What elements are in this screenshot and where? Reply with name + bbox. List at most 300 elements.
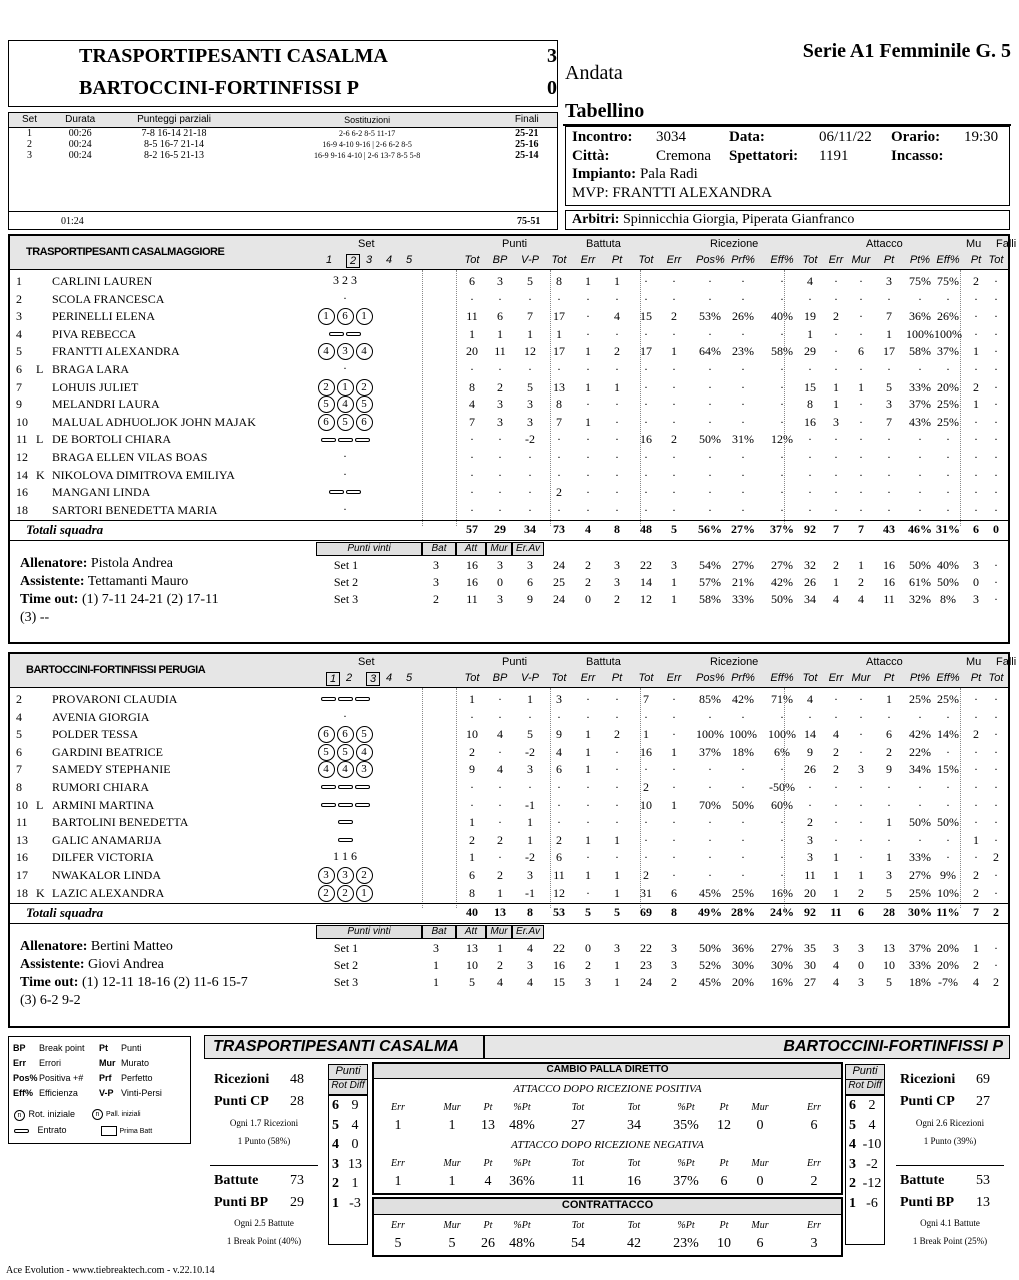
- assistant: Assistente: Giovi Andrea: [20, 957, 164, 973]
- stat-cell: 2: [973, 868, 979, 882]
- stat-cell: ·: [644, 815, 648, 830]
- stat-cell: 3: [886, 397, 892, 412]
- setstat-cell: 42%: [771, 575, 793, 590]
- stat-cell: ·: [887, 291, 891, 306]
- stat-cell: ·: [741, 868, 745, 882]
- stat-cell: ·: [528, 485, 532, 500]
- stat-cell: 8: [469, 885, 475, 900]
- setstat-cell: 0: [585, 941, 591, 956]
- stat-cell: 14: [804, 727, 816, 742]
- mvp: MVP: FRANTTI ALEXANDRA: [572, 185, 773, 201]
- stat-cell: 11: [553, 868, 565, 882]
- stat-cell: 1: [497, 885, 503, 900]
- stat-cell: ·: [644, 502, 648, 517]
- stat-cell: ·: [586, 309, 590, 324]
- total-cell: 7: [833, 522, 839, 537]
- stat-cell: 13: [553, 379, 565, 394]
- stat-cell: 1: [614, 832, 620, 847]
- stat-cell: ·: [974, 709, 978, 724]
- center-value: 10: [717, 1236, 731, 1251]
- stat-cell: ·: [708, 709, 712, 724]
- stat-cell: ·: [780, 450, 784, 464]
- setstat-cell: 4: [833, 592, 839, 607]
- player-name: DE BORTOLI CHIARA: [52, 432, 172, 447]
- stat-cell: 20%: [937, 379, 959, 394]
- stat-cell: ·: [498, 744, 502, 759]
- setstat-cell: 5: [886, 975, 892, 990]
- setstat-cell: 3: [858, 941, 864, 956]
- stat-cell: 22%: [909, 744, 931, 759]
- coach: Allenatore: Bertini Matteo: [20, 939, 173, 955]
- stat-cell: 2: [973, 274, 979, 288]
- stat-cell: ·: [808, 467, 812, 482]
- stat-cell: ·: [741, 850, 745, 865]
- setstat-cell: 3: [433, 941, 439, 956]
- stat-cell: ·: [672, 397, 676, 412]
- stat-cell: ·: [918, 432, 922, 447]
- stat-cell: 100%: [768, 727, 796, 742]
- stat-cell: ·: [615, 485, 619, 500]
- stat-cell: ·: [974, 326, 978, 341]
- stat-cell: ·: [586, 467, 590, 482]
- stat-cell: ·: [994, 414, 998, 429]
- stat-cell: ·: [741, 414, 745, 429]
- stat-cell: ·: [887, 502, 891, 517]
- setstat-cell: 24: [640, 975, 652, 990]
- stat-cell: 20: [804, 885, 816, 900]
- setstat-cell: 1: [614, 975, 620, 990]
- stat-cell: ·: [859, 692, 863, 706]
- group-mu: Mu: [966, 238, 982, 250]
- stat-cell: 27%: [909, 868, 931, 882]
- player-number: 16: [16, 485, 28, 500]
- col-header: Pt: [611, 254, 623, 266]
- stat-cell: ·: [741, 397, 745, 412]
- stat-cell: 1: [858, 379, 864, 394]
- stat-cell: 2: [469, 832, 475, 847]
- stat-cell: ·: [974, 744, 978, 759]
- stat-cell: ·: [672, 485, 676, 500]
- ogni-ricezioni: Ogni 1.7 Ricezioni: [229, 1118, 299, 1128]
- player-number: 12: [16, 450, 28, 464]
- col-header: Tot: [551, 672, 567, 684]
- player-role: L: [36, 432, 44, 447]
- player-set-marks: [310, 744, 380, 761]
- stat-cell: 1: [886, 815, 892, 830]
- stat-cell: ·: [994, 450, 998, 464]
- setstat-cell: 20%: [937, 958, 959, 973]
- setstat-cell: ·: [994, 558, 998, 573]
- total-cell: 27%: [731, 522, 755, 537]
- stat-cell: ·: [557, 450, 561, 464]
- stat-cell: ·: [994, 762, 998, 777]
- stat-cell: 4: [614, 309, 620, 324]
- stat-cell: ·: [470, 291, 474, 306]
- stat-cell: ·: [834, 709, 838, 724]
- col-header: Tot: [551, 254, 567, 266]
- stat-cell: ·: [586, 780, 590, 794]
- stat-cell: ·: [557, 362, 561, 376]
- stat-cell: 11: [494, 344, 506, 359]
- setstat-cell: 25: [553, 575, 565, 590]
- stat-cell: 17: [553, 309, 565, 324]
- stat-cell: 1: [833, 379, 839, 394]
- rot-diff: -10: [862, 1137, 882, 1152]
- total-cell: 5: [585, 905, 591, 920]
- stat-cell: 1: [585, 868, 591, 882]
- center-value: 26: [481, 1236, 495, 1251]
- stat-cell: 17: [640, 344, 652, 359]
- entered-mark: [321, 803, 336, 807]
- setstat-cell: 1: [833, 575, 839, 590]
- stat-cell: ·: [672, 780, 676, 794]
- center-col-header: Tot: [627, 1158, 641, 1169]
- rotation-circle: 2: [318, 885, 335, 902]
- col-header: Tot: [988, 672, 1004, 684]
- setstat-cell: 16: [883, 558, 895, 573]
- punti-bp-label: Punti BP: [900, 1195, 955, 1210]
- setstat-cell: Set 3: [333, 592, 359, 607]
- col-header: Tot: [802, 254, 818, 266]
- total-cell: 5: [671, 522, 677, 537]
- player-role: L: [36, 797, 44, 812]
- setstat-cell: 20%: [732, 975, 754, 990]
- stat-cell: ·: [946, 450, 950, 464]
- setstats-header: Punti vinti: [316, 925, 422, 939]
- stat-cell: ·: [470, 709, 474, 724]
- stat-cell: ·: [672, 727, 676, 742]
- stat-cell: ·: [994, 832, 998, 847]
- stat-cell: ·: [974, 450, 978, 464]
- stat-cell: ·: [672, 868, 676, 882]
- setstat-cell: 22: [640, 941, 652, 956]
- stat-cell: ·: [586, 797, 590, 812]
- stat-cell: ·: [859, 832, 863, 847]
- stat-cell: ·: [887, 467, 891, 482]
- stat-cell: ·: [946, 485, 950, 500]
- stat-cell: 1: [527, 326, 533, 341]
- stat-cell: ·: [780, 850, 784, 865]
- set-col-3: 3: [366, 254, 373, 266]
- center-value: 0: [756, 1174, 764, 1189]
- stat-cell: 6: [671, 885, 677, 900]
- center-value: 1: [448, 1174, 456, 1189]
- setstats-header: Bat: [422, 542, 456, 556]
- stat-cell: ·: [994, 397, 998, 412]
- rotation-circle: 6: [318, 414, 335, 431]
- stat-cell: ·: [808, 780, 812, 794]
- center-col-header: Tot: [627, 1102, 641, 1113]
- total-cell: 29: [494, 522, 506, 537]
- center-value: 48%: [509, 1236, 535, 1251]
- rotation-circle: 6: [356, 414, 373, 431]
- rot-header-punti: Punti: [845, 1064, 885, 1080]
- stat-cell: ·: [946, 780, 950, 794]
- entered-mark: [338, 438, 353, 442]
- stat-cell: 7: [643, 692, 649, 706]
- setstat-cell: 20%: [937, 941, 959, 956]
- stat-cell: 10%: [937, 885, 959, 900]
- total-cell: 57: [466, 522, 478, 537]
- total-cell: 6: [858, 905, 864, 920]
- stat-cell: ·: [557, 502, 561, 517]
- stat-cell: -2: [525, 744, 535, 759]
- stat-cell: ·: [708, 362, 712, 376]
- stat-cell: ·: [708, 762, 712, 777]
- stat-cell: ·: [741, 274, 745, 288]
- setstat-cell: 0: [858, 958, 864, 973]
- punto-ricezioni: 1 Punto (39%): [923, 1136, 977, 1146]
- setstat-cell: 40%: [937, 558, 959, 573]
- stat-cell: 1: [614, 274, 620, 288]
- setstat-cell: 27%: [771, 941, 793, 956]
- rot-diff: 9: [351, 1098, 359, 1113]
- rot-number: 6: [849, 1098, 856, 1113]
- setstat-cell: 9: [527, 592, 533, 607]
- stat-cell: 17: [883, 344, 895, 359]
- coach: Allenatore: Pistola Andrea: [20, 556, 173, 572]
- rotation-circle: 3: [337, 867, 354, 884]
- center-col-header: %Pt: [513, 1102, 531, 1113]
- stat-cell: ·: [470, 780, 474, 794]
- stat-cell: ·: [974, 502, 978, 517]
- stat-cell: ·: [615, 397, 619, 412]
- stat-cell: 1: [585, 344, 591, 359]
- punti-cp-label: Punti CP: [900, 1094, 955, 1109]
- setstat-cell: 52%: [699, 958, 721, 973]
- referees: Arbitri: Spinnicchia Giorgia, Piperata Gianfranco: [565, 210, 1010, 230]
- setstat-cell: 27%: [732, 558, 754, 573]
- team-name: TRASPORTIPESANTI CASALMAGGIORE: [26, 246, 225, 258]
- stat-cell: 5: [886, 885, 892, 900]
- stat-cell: ·: [741, 291, 745, 306]
- group-punti: Punti: [502, 238, 528, 250]
- player-number: 10: [16, 797, 28, 812]
- legend-desc: Efficienza: [39, 1088, 78, 1098]
- setstat-cell: 35: [804, 941, 816, 956]
- stat-cell: ·: [834, 485, 838, 500]
- col-header: Pt: [970, 254, 982, 266]
- setstat-cell: Set 1: [333, 558, 359, 573]
- center-value: 13: [481, 1118, 495, 1133]
- rotation-circle: 6: [318, 726, 335, 743]
- player-name: FRANTTI ALEXANDRA: [52, 344, 180, 359]
- neg-title: ATTACCO DOPO RICEZIONE NEGATIVA: [511, 1139, 704, 1151]
- stat-cell: 5: [527, 274, 533, 288]
- stat-cell: 2: [973, 727, 979, 742]
- center-col-header: %Pt: [513, 1158, 531, 1169]
- stat-cell: ·: [708, 274, 712, 288]
- stat-cell: ·: [672, 326, 676, 341]
- setstat-cell: 33%: [732, 592, 754, 607]
- col-header: Pt: [970, 672, 982, 684]
- center-col-header: Pt: [483, 1220, 493, 1231]
- stat-cell: ·: [708, 832, 712, 847]
- setstat-cell: 8%: [940, 592, 956, 607]
- setstat-cell: 3: [585, 975, 591, 990]
- setstat-cell: 27: [804, 975, 816, 990]
- set-col-5: 5: [406, 254, 413, 266]
- col-header: Eff%: [770, 254, 794, 266]
- rotation-circle: 5: [337, 414, 354, 431]
- total-cell: 7: [858, 522, 864, 537]
- stat-cell: 2: [671, 309, 677, 324]
- legend-desc: Perfetto: [121, 1073, 153, 1083]
- stat-cell: 14%: [937, 727, 959, 742]
- center-col-header: Err: [391, 1158, 405, 1169]
- punti-bp-value: 29: [290, 1195, 304, 1210]
- stat-cell: ·: [741, 379, 745, 394]
- player-set-marks: [310, 308, 380, 325]
- stat-cell: ·: [741, 485, 745, 500]
- stat-cell: 3: [527, 414, 533, 429]
- center-value: 11: [571, 1174, 585, 1189]
- stat-cell: 29: [804, 344, 816, 359]
- contrattacco-title: CONTRATTACCO: [374, 1199, 841, 1215]
- legend-desc: Punti: [121, 1043, 142, 1053]
- stat-cell: 1: [469, 815, 475, 830]
- stat-cell: 1: [886, 692, 892, 706]
- stat-cell: 6: [556, 762, 562, 777]
- rot-header-diff: Rot Diff: [845, 1079, 885, 1095]
- stat-cell: 1: [973, 832, 979, 847]
- stat-cell: ·: [974, 467, 978, 482]
- stat-cell: 60%: [771, 797, 793, 812]
- player-set-marks: [310, 797, 380, 812]
- stat-cell: ·: [557, 780, 561, 794]
- player-number: 14: [16, 467, 28, 482]
- stat-cell: 3: [833, 414, 839, 429]
- ogni-battute: Ogni 2.5 Battute: [234, 1218, 294, 1228]
- legend-abbr: V-P: [99, 1088, 114, 1098]
- stat-cell: ·: [808, 450, 812, 464]
- ricezioni-label: Ricezioni: [214, 1072, 270, 1087]
- setstat-cell: 12: [640, 592, 652, 607]
- stat-cell: ·: [708, 467, 712, 482]
- setstat-cell: 0: [497, 575, 503, 590]
- stat-cell: ·: [887, 780, 891, 794]
- player-number: 6: [16, 744, 22, 759]
- setstat-cell: ·: [994, 941, 998, 956]
- stat-cell: 7: [886, 309, 892, 324]
- setstat-cell: Set 2: [333, 575, 359, 590]
- stat-cell: ·: [974, 432, 978, 447]
- stat-cell: ·: [741, 326, 745, 341]
- stat-cell: 31: [640, 885, 652, 900]
- setstat-cell: 4: [833, 975, 839, 990]
- setstat-cell: 3: [497, 558, 503, 573]
- total-cell: 28: [883, 905, 895, 920]
- rotation-circle: 6: [337, 726, 354, 743]
- stat-cell: ·: [644, 326, 648, 341]
- stat-cell: ·: [994, 692, 998, 706]
- stat-cell: ·: [586, 815, 590, 830]
- stat-cell: 1: [614, 885, 620, 900]
- stat-cell: 2: [858, 885, 864, 900]
- stat-cell: ·: [808, 502, 812, 517]
- stat-cell: 75%: [909, 274, 931, 288]
- setstat-cell: 61%: [909, 575, 931, 590]
- stat-cell: ·: [946, 362, 950, 376]
- legend-abbr: Prf: [99, 1073, 112, 1083]
- stat-cell: ·: [586, 450, 590, 464]
- col-header: Pos%: [696, 672, 725, 684]
- stat-cell: ·: [586, 885, 590, 900]
- setstat-cell: 50%: [771, 592, 793, 607]
- stat-cell: ·: [780, 291, 784, 306]
- set-col-4: 4: [386, 672, 393, 684]
- stat-cell: 36%: [909, 309, 931, 324]
- col-header: Tot: [802, 672, 818, 684]
- tabellino-label: Tabellino: [565, 100, 645, 122]
- stat-cell: 1: [886, 850, 892, 865]
- stat-cell: ·: [672, 692, 676, 706]
- player-name: SCOLA FRANCESCA: [52, 291, 165, 306]
- player-set-marks: [310, 484, 380, 499]
- stat-cell: ·: [918, 291, 922, 306]
- stat-cell: ·: [780, 362, 784, 376]
- stat-cell: ·: [918, 832, 922, 847]
- player-set-marks: [310, 779, 380, 794]
- player-set-marks: [310, 814, 380, 829]
- stat-cell: ·: [808, 709, 812, 724]
- setstat-cell: 3: [433, 575, 439, 590]
- set-col-5: 5: [406, 672, 413, 684]
- total-cell: 8: [527, 905, 533, 920]
- total-cell: 28%: [731, 905, 755, 920]
- setstat-cell: 26: [804, 575, 816, 590]
- stat-cell: ·: [946, 797, 950, 812]
- entered-mark: [338, 697, 353, 701]
- stat-cell: 1: [527, 832, 533, 847]
- stat-cell: ·: [615, 502, 619, 517]
- setstat-cell: 2: [585, 558, 591, 573]
- stat-cell: ·: [615, 414, 619, 429]
- stat-cell: 1: [585, 414, 591, 429]
- setstat-cell: 3: [973, 592, 979, 607]
- col-header: Pt%: [909, 254, 931, 266]
- stat-cell: ·: [974, 762, 978, 777]
- stat-cell: 6: [858, 344, 864, 359]
- rot-number: 3: [849, 1156, 856, 1172]
- stat-cell: ·: [994, 326, 998, 341]
- setstat-cell: 2: [858, 575, 864, 590]
- setstats-header: Att: [456, 542, 486, 556]
- center-value: 54: [571, 1236, 585, 1251]
- stat-cell: 3: [858, 762, 864, 777]
- player-number: 6: [16, 362, 22, 376]
- entered-mark: [338, 838, 353, 842]
- stat-cell: ·: [974, 485, 978, 500]
- stat-cell: ·: [672, 502, 676, 517]
- stat-cell: ·: [615, 709, 619, 724]
- stat-cell: ·: [672, 362, 676, 376]
- setstat-cell: Set 1: [333, 941, 359, 956]
- setstat-cell: 5: [469, 975, 475, 990]
- stat-cell: ·: [528, 467, 532, 482]
- stat-cell: ·: [586, 432, 590, 447]
- center-value: 42: [627, 1236, 641, 1251]
- rotation-circle: 4: [337, 396, 354, 413]
- stat-cell: ·: [586, 291, 590, 306]
- col-header: Eff%: [936, 254, 960, 266]
- setstat-cell: 1: [433, 975, 439, 990]
- stat-cell: 1: [556, 326, 562, 341]
- timeouts: Time out: (1) 12-11 18-16 (2) 11-6 15-7: [20, 975, 248, 991]
- legend-abbr: Mur: [99, 1058, 116, 1068]
- stat-cell: ·: [470, 797, 474, 812]
- rotation-circle: 5: [356, 396, 373, 413]
